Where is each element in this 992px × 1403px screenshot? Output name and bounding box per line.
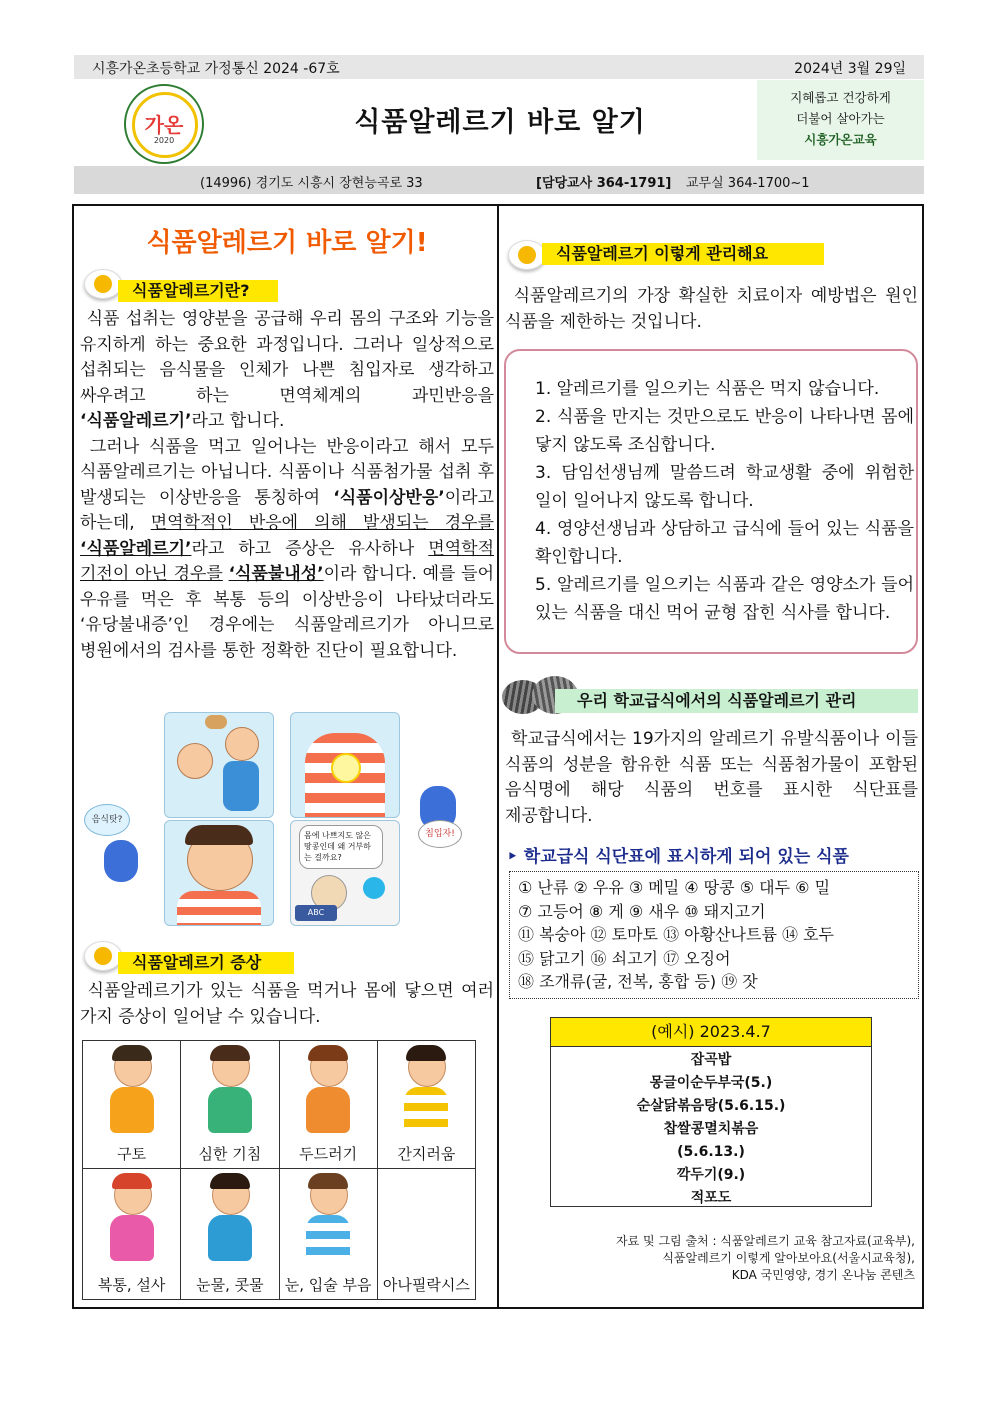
credit-line: 식품알레르기 이렇게 알아보아요(서울시교육청),: [662, 1251, 915, 1265]
teacher-contact: [담당교사 364-1791]: [536, 176, 672, 191]
bubble-right: 침입자!: [418, 820, 462, 848]
section-title-management: 식품알레르기 이렇게 관리해요: [542, 243, 824, 265]
symptom-cell: [181, 1169, 279, 1300]
section-title-what-is: 식품알레르기란?: [118, 280, 278, 302]
section-title-symptoms: 식품알레르기 증상: [118, 952, 294, 974]
tip-item: 2. 식품을 만지는 것만으로도 반응이 나타나면 몸에 닿지 않도록 조심합니다.: [535, 407, 914, 455]
allergen-line: ⑪ 복숭아 ⑫ 토마토 ⑬ 아황산나트륨 ⑭ 호두: [518, 925, 834, 944]
tips-box: [504, 349, 918, 654]
egg-icon: [508, 240, 546, 270]
allergen-line: ⑮ 닭고기 ⑯ 쇠고기 ⑰ 오징어: [518, 948, 731, 968]
virus-icon: [363, 877, 385, 899]
symptom-label: 복통, 설사: [97, 1276, 166, 1294]
address-bar: [74, 166, 924, 194]
symptom-cell: [181, 1041, 279, 1169]
egg-icon: [84, 941, 122, 971]
speech-bubble: 몸에 나쁘지도 않은 땅콩인데 왜 거부하는 걸까요?: [299, 825, 383, 869]
tip-item: 3. 담임선생님께 말씀드려 학교생활 중에 위험한 일이 일어나지 않도록 합니다.: [535, 463, 914, 511]
abc-label: ABC: [295, 905, 337, 921]
school-slogan: [757, 80, 924, 160]
symptoms-paragraph: 식품알레르기가 있는 식품을 먹거나 몸에 닿으면 여러 가지 증상이 일어날 수 있습니다.: [80, 981, 494, 1027]
menu-example-box: [550, 1017, 872, 1207]
blue-monster-left-icon: [91, 815, 142, 886]
menu-item: 잡곡밥: [690, 1052, 732, 1068]
menu-item: 찹쌀콩멸치볶음: [663, 1121, 759, 1137]
illustration-boys-peanut: [164, 712, 274, 818]
source-credits: [560, 1233, 915, 1284]
allergen-list-box: [509, 871, 919, 999]
illustration-body-reaction: [290, 712, 400, 818]
office-contact: 교무실 364-1700~1: [686, 176, 810, 191]
menu-item: 몽글이순두부국(5.): [649, 1075, 773, 1091]
blue-monster-right-icon: [414, 780, 464, 844]
menu-item: 적포도: [690, 1190, 732, 1206]
column-divider: [497, 206, 499, 1307]
symptom-cell: [83, 1169, 181, 1300]
symptom-label: 눈물, 콧물: [196, 1276, 264, 1294]
allergen-subtitle: ‣ 학교급식 식단표에 표시하게 되어 있는 식품: [507, 847, 849, 867]
credit-line: 자료 및 그림 출처 : 식품알레르기 교육 참고자료(교육부),: [616, 1234, 915, 1248]
symptom-cell: [377, 1169, 475, 1300]
symptom-cell: [83, 1041, 181, 1169]
symptom-label: 간지러움: [397, 1145, 456, 1164]
menu-example-header: (예시) 2023.4.7: [551, 1018, 871, 1047]
school-logo: [124, 84, 204, 164]
management-paragraph: 식품알레르기의 가장 확실한 치료이자 예방법은 원인 식품을 제한하는 것입니다.: [505, 286, 918, 332]
left-main-title: 식품알레르기 바로 알기!: [146, 228, 428, 258]
symptom-cell: [279, 1041, 377, 1169]
symptom-label: 구토: [117, 1145, 147, 1164]
illustration-question: [290, 820, 400, 926]
header-top-bar: [74, 55, 924, 79]
section-title-school-meal: 우리 학교급식에서의 식품알레르기 관리: [555, 689, 918, 713]
tip-item: 1. 알레르기를 일으키는 식품은 먹지 않습니다.: [535, 379, 880, 399]
school-meal-paragraph: 학교급식에서는 19가지의 알레르기 유발식품이나 이들 식품의 성분을 함유한 식품 또는 식품첨가물이 포함된 음식명에 해당 식품의 번호를 표시한 식단표를 제공합니다.: [505, 729, 919, 826]
menu-item: 순살닭볶음탕(5.6.15.): [636, 1098, 786, 1114]
slogan-line-1: 지혜롭고 건강하게: [790, 90, 891, 105]
logo-year: 2020: [153, 136, 175, 145]
logo-text: 가온: [144, 113, 184, 137]
definition-paragraph: 식품 섭취는 영양분을 공급해 우리 몸의 구조와 기능을 유지하게 하는 중요한 과정입니다. 그러나 일상적으로 섭취되는 음식물을 인체가 나쁜 침입자로 생각하고 싸우려고 하는 면역체계의 과민반응을 ‘식품알레르기’라고 합니다. 그러나 식품을 먹고 일어나는 반응이라고 해서 모두 식품알레르기는 아닙니다. 식품이나 식품첨가물 섭취 후 발생되는 이상반응을 통칭하여 ‘식품이상반응’이라고 하는데, 면역학적인 반응에 의해 발생되는 경우를 ‘식품알레르기’라고 하고 증상은 유사하나 면역학적 기전이 아닌 경우를 ‘식품불내성’이라 합니다. 예를 들어 우유를 먹은 후 복통 등의 이상반응이 나타났더라도 ‘유당불내증’인 경우에는 식품알레르기가 아니므로 병원에서의 검사를 통한 정확한 진단이 필요합니다.: [80, 309, 494, 661]
symptom-label: 눈, 입술 부음: [284, 1276, 372, 1294]
slogan-line-3: 시흥가온교육: [804, 132, 877, 147]
symptom-cell: [279, 1169, 377, 1300]
egg-icon: [84, 269, 122, 299]
tip-item: 5. 알레르기를 일으키는 식품과 같은 영양소가 들어 있는 식품을 대신 먹어 균형 잡힌 식사를 합니다.: [535, 575, 914, 623]
menu-item: (5.6.13.): [677, 1144, 745, 1160]
symptom-cell: [377, 1041, 475, 1169]
school-address: (14996) 경기도 시흥시 장현능곡로 33: [200, 176, 423, 191]
symptom-label: 아나필락시스: [382, 1276, 470, 1294]
slogan-line-2: 더불어 살아가는: [796, 111, 885, 126]
allergen-line: ① 난류 ② 우유 ③ 메밀 ④ 땅콩 ⑤ 대두 ⑥ 밀: [518, 878, 831, 897]
allergen-line: ⑦ 고등어 ⑧ 게 ⑨ 새우 ⑩ 돼지고기: [518, 901, 766, 921]
issue-date: 2024년 3월 29일: [794, 61, 906, 77]
bubble-left: 음식탓?: [84, 804, 130, 836]
symptoms-table: [82, 1040, 476, 1300]
tip-item: 4. 영양선생님과 상담하고 급식에 들어 있는 식품을 확인합니다.: [535, 519, 914, 567]
symptom-label: 두드러기: [299, 1145, 358, 1164]
document-title: 식품알레르기 바로 알기: [354, 107, 646, 138]
menu-item: 깍두기(9.): [676, 1167, 746, 1183]
allergen-line: ⑱ 조개류(굴, 전복, 홍합 등) ⑲ 잣: [518, 972, 758, 991]
credit-line: KDA 국민영양, 경기 온나눔 콘텐츠: [731, 1268, 915, 1282]
issue-number: 시흥가온초등학교 가정통신 2024 -67호: [92, 61, 340, 77]
symptom-label: 심한 기침: [198, 1145, 262, 1164]
illustration-sneezing-boy: [164, 820, 274, 926]
peanut-icon: [205, 715, 227, 729]
